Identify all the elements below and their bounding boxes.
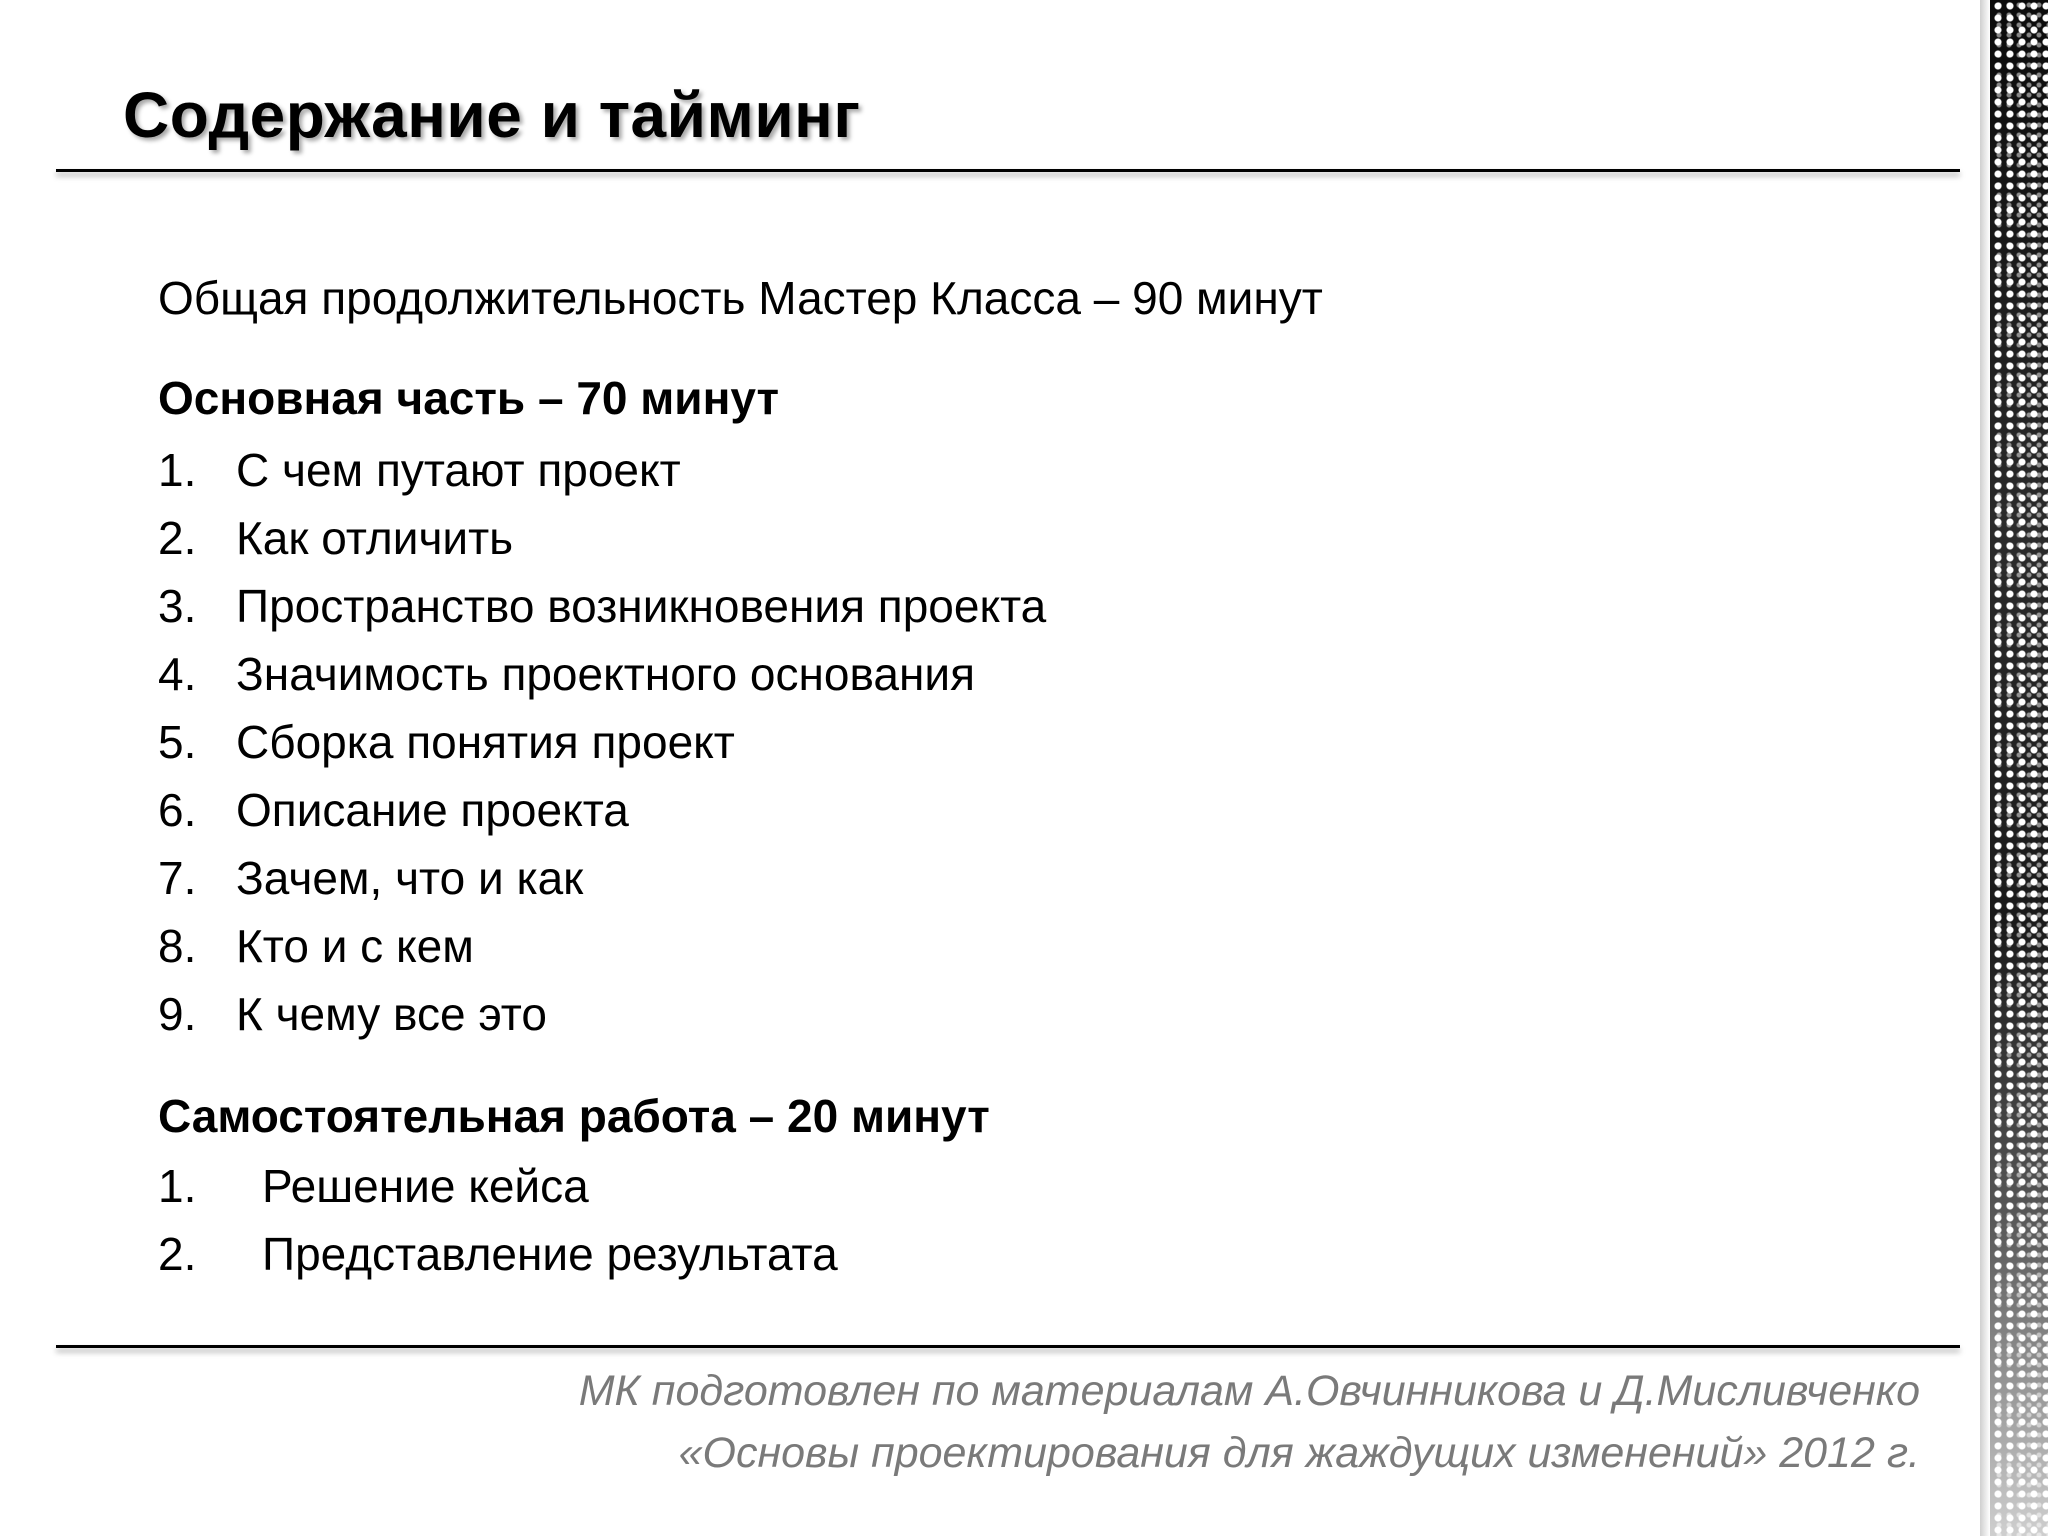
- list-item-number: 4.: [158, 648, 197, 700]
- list-item-number: 2.: [158, 512, 197, 564]
- list-item: [158, 436, 1858, 504]
- list-item-number: 5.: [158, 716, 197, 768]
- list-item-number: 6.: [158, 784, 197, 836]
- list-item: [158, 708, 1858, 776]
- title-divider: [56, 169, 1960, 172]
- main-part-heading: Основная часть – 70 минут: [158, 372, 780, 424]
- list-item-number: 1.: [158, 444, 197, 496]
- list-item-text: Значимость проектного основания: [236, 648, 976, 700]
- list-item-text: Сборка понятия проект: [236, 716, 735, 768]
- list-item: [158, 1220, 1858, 1288]
- list-item: [158, 504, 1858, 572]
- list-item-text: Как отличить: [236, 512, 514, 564]
- list-item: [158, 572, 1858, 640]
- source-credit: [579, 1360, 1920, 1484]
- list-item-text: Представление результата: [262, 1228, 838, 1280]
- source-credit-line-1: МК подготовлен по материалам А.Овчинникова и Д.Мисливченко: [578, 1367, 1920, 1415]
- list-item: [158, 776, 1858, 844]
- self-work-list: [158, 1152, 1858, 1288]
- source-credit-line-2: «Основы проектирования для жаждущих изменений» 2012 г.: [678, 1429, 1920, 1477]
- list-item: [158, 912, 1858, 980]
- list-item-text: К чему все это: [236, 988, 547, 1040]
- list-item-number: 2.: [158, 1228, 197, 1280]
- list-item-text: Кто и с кем: [236, 920, 474, 972]
- list-item: [158, 640, 1858, 708]
- list-item-text: Описание проекта: [236, 784, 629, 836]
- list-item: [158, 1152, 1858, 1220]
- list-item: [158, 844, 1858, 912]
- list-item-number: 1.: [158, 1160, 197, 1212]
- list-item-number: 7.: [158, 852, 197, 904]
- slide-title: Содержание и тайминг: [123, 79, 861, 151]
- list-item: [158, 980, 1858, 1048]
- list-item-text: Пространство возникновения проекта: [236, 580, 1047, 632]
- list-item-number: 8.: [158, 920, 197, 972]
- self-work-heading: Самостоятельная работа – 20 минут: [158, 1090, 990, 1142]
- list-item-text: Зачем, что и как: [236, 852, 584, 904]
- footer-divider: [56, 1345, 1960, 1348]
- list-item-number: 3.: [158, 580, 197, 632]
- list-item-text: Решение кейса: [262, 1160, 589, 1212]
- total-duration-text: Общая продолжительность Мастер Класса – 90 минут: [158, 272, 1323, 324]
- main-part-list: [158, 436, 1858, 1048]
- self-work-section: [158, 1086, 1858, 1288]
- list-item-text: С чем путают проект: [236, 444, 681, 496]
- decorative-edge-strip: [1980, 0, 2048, 1536]
- list-item-number: 9.: [158, 988, 197, 1040]
- slide-content: [158, 268, 1858, 1288]
